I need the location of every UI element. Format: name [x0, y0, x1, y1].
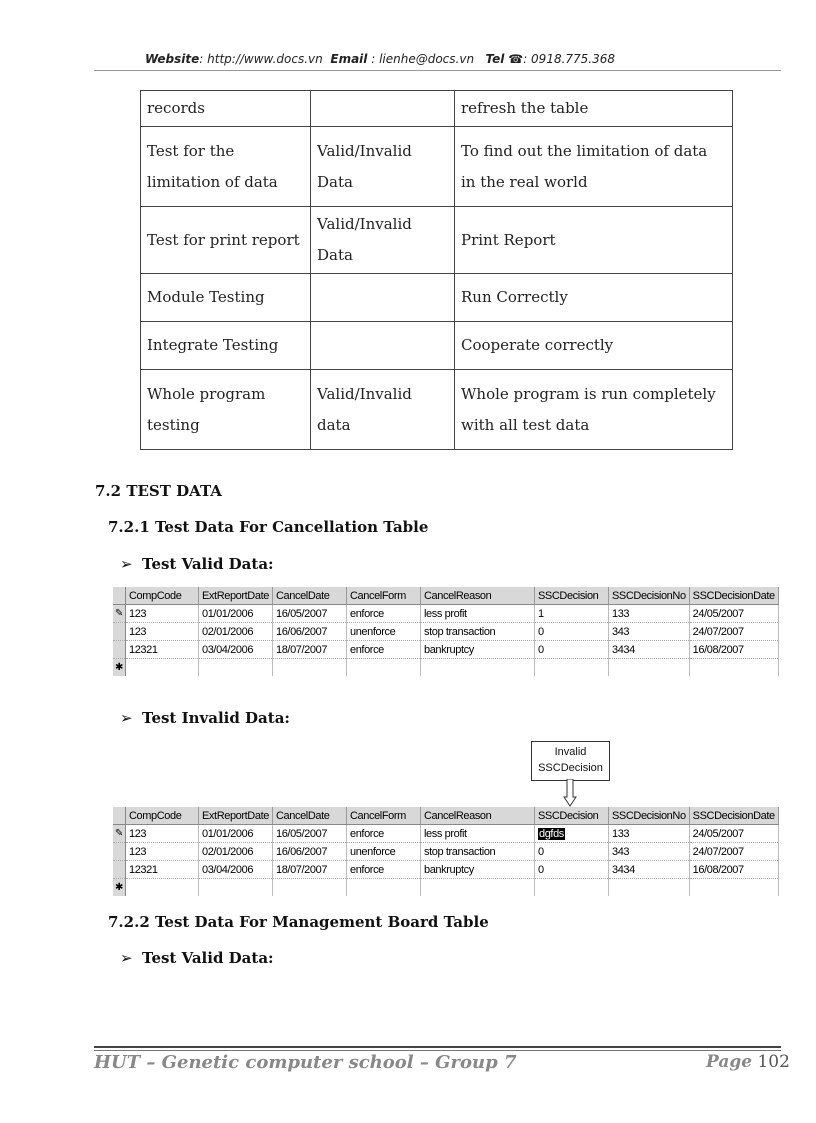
table-cell[interactable]: [421, 879, 535, 897]
table-cell[interactable]: [273, 659, 347, 677]
new-record-icon[interactable]: ✱: [113, 659, 126, 677]
bullet-test-valid-data-2: [120, 949, 274, 967]
table-row[interactable]: [113, 605, 778, 623]
table-cell[interactable]: [421, 659, 535, 677]
test-plan-cell-c1: Test for print report: [141, 207, 311, 274]
test-plan-cell-c1: Module Testing: [141, 274, 311, 322]
website-value: : http://www.docs.vn: [199, 52, 323, 66]
table-cell[interactable]: less profit: [421, 605, 535, 623]
column-header[interactable]: CancelReason: [421, 807, 535, 825]
table-row[interactable]: [113, 641, 778, 659]
column-header[interactable]: CancelReason: [421, 587, 535, 605]
callout-line-2: SSCDecision: [538, 762, 603, 774]
table-cell[interactable]: 0: [535, 843, 609, 861]
bullet-label: Test Valid Data:: [142, 949, 274, 967]
table-cell[interactable]: 0: [535, 623, 609, 641]
column-header[interactable]: CancelForm: [347, 587, 421, 605]
bullet-label: Test Invalid Data:: [142, 709, 290, 727]
table-cell[interactable]: 123: [126, 825, 199, 843]
arrow-bullet-icon: ➢: [120, 555, 133, 573]
table-cell[interactable]: 16/05/2007: [273, 825, 347, 843]
edit-pencil-icon[interactable]: ✎: [113, 825, 126, 843]
page-number: 102: [757, 1052, 790, 1072]
table-cell[interactable]: 133: [609, 605, 690, 623]
page-header: [0, 52, 760, 66]
arrow-bullet-icon: ➢: [120, 709, 133, 727]
test-plan-row: [141, 370, 733, 450]
table-cell[interactable]: [126, 659, 199, 677]
table-cell[interactable]: 12321: [126, 641, 199, 659]
test-plan-row: [141, 274, 733, 322]
test-plan-cell-c3: Cooperate correctly: [455, 322, 733, 370]
table-cell[interactable]: 18/07/2007: [273, 861, 347, 879]
table-row[interactable]: [113, 861, 778, 879]
row-selector[interactable]: [113, 623, 126, 641]
test-plan-cell-c3: Run Correctly: [455, 274, 733, 322]
telephone-icon: ☎: [508, 52, 524, 66]
invalid-value-highlight: dgfds: [539, 827, 564, 840]
table-cell[interactable]: 123: [126, 623, 199, 641]
test-plan-row: [141, 127, 733, 207]
table-cell[interactable]: [609, 879, 690, 897]
section-heading-7-2-1: 7.2.1 Test Data For Cancellation Table: [108, 518, 429, 536]
table-cell[interactable]: 0: [535, 641, 609, 659]
test-plan-cell-c3: Print Report: [455, 207, 733, 274]
table-cell[interactable]: [689, 659, 778, 677]
table-cell[interactable]: 12321: [126, 861, 199, 879]
table-cell[interactable]: bankruptcy: [421, 641, 535, 659]
table-cell[interactable]: less profit: [421, 825, 535, 843]
table-row[interactable]: [113, 623, 778, 641]
new-record-row[interactable]: [113, 659, 778, 677]
table-cell[interactable]: 24/05/2007: [689, 825, 778, 843]
invalid-data-grid: [113, 807, 779, 896]
column-header[interactable]: ExtReportDate: [199, 587, 273, 605]
table-row[interactable]: [113, 843, 778, 861]
table-cell[interactable]: 01/01/2006: [199, 605, 273, 623]
test-plan-cell-c2: Valid/Invalid data: [311, 370, 455, 450]
table-cell[interactable]: 16/06/2007: [273, 623, 347, 641]
column-header[interactable]: SSCDecisionNo: [609, 807, 690, 825]
edit-pencil-icon[interactable]: ✎: [113, 605, 126, 623]
test-plan-cell-c1: Test for the limitation of data: [141, 127, 311, 207]
test-plan-cell-c2: [311, 322, 455, 370]
column-header[interactable]: CancelForm: [347, 807, 421, 825]
footer-rule-thin: [94, 1050, 781, 1051]
section-heading-7-2-2: 7.2.2 Test Data For Management Board Table: [108, 913, 489, 931]
email-value: : lienhe@docs.vn: [367, 52, 475, 66]
table-cell[interactable]: [535, 659, 609, 677]
row-selector-header: [113, 587, 126, 605]
valid-data-grid: [113, 587, 779, 676]
tel-value: : 0918.775.368: [523, 52, 616, 66]
table-cell[interactable]: 02/01/2006: [199, 623, 273, 641]
column-header[interactable]: SSCDecisionNo: [609, 587, 690, 605]
table-cell[interactable]: bankruptcy: [421, 861, 535, 879]
test-plan-cell-c3: To find out the limitation of data in the real world: [455, 127, 733, 207]
table-cell[interactable]: [199, 659, 273, 677]
website-label: Website: [144, 52, 200, 66]
test-plan-row: [141, 91, 733, 127]
test-plan-cell-c3: refresh the table: [455, 91, 733, 127]
table-cell[interactable]: 133: [609, 825, 690, 843]
footer-page: [706, 1052, 790, 1072]
test-plan-cell-c3: Whole program is run completely with all test data: [455, 370, 733, 450]
bullet-label: Test Valid Data:: [142, 555, 274, 573]
table-row[interactable]: [113, 825, 778, 843]
tel-label: Tel: [485, 52, 505, 66]
table-cell[interactable]: 123: [126, 843, 199, 861]
footer-rule: [94, 1046, 781, 1048]
table-cell[interactable]: 0: [535, 861, 609, 879]
bullet-test-invalid-data: [120, 709, 290, 727]
table-cell[interactable]: 24/07/2007: [689, 623, 778, 641]
test-plan-cell-c1: records: [141, 91, 311, 127]
test-plan-row: [141, 207, 733, 274]
table-cell[interactable]: 123: [126, 605, 199, 623]
column-header[interactable]: SSCDecisionDate: [689, 807, 778, 825]
column-header[interactable]: SSCDecision: [535, 807, 609, 825]
callout-line-1: Invalid: [554, 746, 587, 758]
table-cell[interactable]: 343: [609, 623, 690, 641]
header-rule: [94, 70, 781, 71]
email-label: Email: [330, 52, 368, 66]
test-plan-cell-c1: Whole program testing: [141, 370, 311, 450]
column-header[interactable]: CompCode: [126, 587, 199, 605]
test-plan-row: [141, 322, 733, 370]
table-cell[interactable]: [126, 879, 199, 897]
table-cell[interactable]: enforce: [347, 641, 421, 659]
table-cell[interactable]: unenforce: [347, 843, 421, 861]
table-cell[interactable]: 16/06/2007: [273, 843, 347, 861]
table-cell[interactable]: 02/01/2006: [199, 843, 273, 861]
table-cell[interactable]: 3434: [609, 861, 690, 879]
table-cell[interactable]: stop transaction: [421, 843, 535, 861]
arrow-bullet-icon: ➢: [120, 949, 133, 967]
row-selector[interactable]: [113, 641, 126, 659]
table-cell[interactable]: enforce: [347, 605, 421, 623]
column-header[interactable]: ExtReportDate: [199, 807, 273, 825]
column-header[interactable]: CancelDate: [273, 587, 347, 605]
table-cell[interactable]: [609, 659, 690, 677]
row-selector-header: [113, 807, 126, 825]
test-plan-table: [140, 90, 733, 450]
column-header[interactable]: SSCDecision: [535, 587, 609, 605]
table-cell[interactable]: 24/07/2007: [689, 843, 778, 861]
table-cell[interactable]: [347, 879, 421, 897]
new-record-icon[interactable]: ✱: [113, 879, 126, 897]
section-heading-7-2: 7.2 TEST DATA: [95, 482, 222, 500]
row-selector[interactable]: [113, 861, 126, 879]
table-cell[interactable]: stop transaction: [421, 623, 535, 641]
bullet-test-valid-data: [120, 555, 274, 573]
callout-arrow-icon: [563, 779, 577, 807]
footer-title: HUT – Genetic computer school – Group 7: [94, 1052, 517, 1073]
table-cell[interactable]: [689, 879, 778, 897]
table-cell[interactable]: [535, 879, 609, 897]
column-header[interactable]: SSCDecisionDate: [689, 587, 778, 605]
table-cell[interactable]: 01/01/2006: [199, 825, 273, 843]
column-header[interactable]: CompCode: [126, 807, 199, 825]
table-cell[interactable]: [535, 825, 609, 843]
table-cell[interactable]: enforce: [347, 861, 421, 879]
table-cell[interactable]: [347, 659, 421, 677]
test-plan-cell-c2: [311, 91, 455, 127]
table-cell[interactable]: 16/05/2007: [273, 605, 347, 623]
table-cell[interactable]: 16/08/2007: [689, 861, 778, 879]
table-cell[interactable]: 3434: [609, 641, 690, 659]
test-plan-cell-c2: Valid/Invalid Data: [311, 127, 455, 207]
invalid-callout-box: [531, 741, 610, 781]
table-cell[interactable]: 18/07/2007: [273, 641, 347, 659]
table-cell[interactable]: enforce: [347, 825, 421, 843]
table-cell[interactable]: unenforce: [347, 623, 421, 641]
test-plan-cell-c2: [311, 274, 455, 322]
table-cell[interactable]: 24/05/2007: [689, 605, 778, 623]
new-record-row[interactable]: [113, 879, 778, 897]
table-cell[interactable]: 03/04/2006: [199, 641, 273, 659]
test-plan-cell-c1: Integrate Testing: [141, 322, 311, 370]
table-cell[interactable]: [273, 879, 347, 897]
table-cell[interactable]: [199, 879, 273, 897]
table-cell[interactable]: 03/04/2006: [199, 861, 273, 879]
test-plan-cell-c2: Valid/Invalid Data: [311, 207, 455, 274]
column-header[interactable]: CancelDate: [273, 807, 347, 825]
page-label: Page: [706, 1052, 753, 1072]
table-cell[interactable]: 343: [609, 843, 690, 861]
table-cell[interactable]: 1: [535, 605, 609, 623]
table-cell[interactable]: 16/08/2007: [689, 641, 778, 659]
row-selector[interactable]: [113, 843, 126, 861]
